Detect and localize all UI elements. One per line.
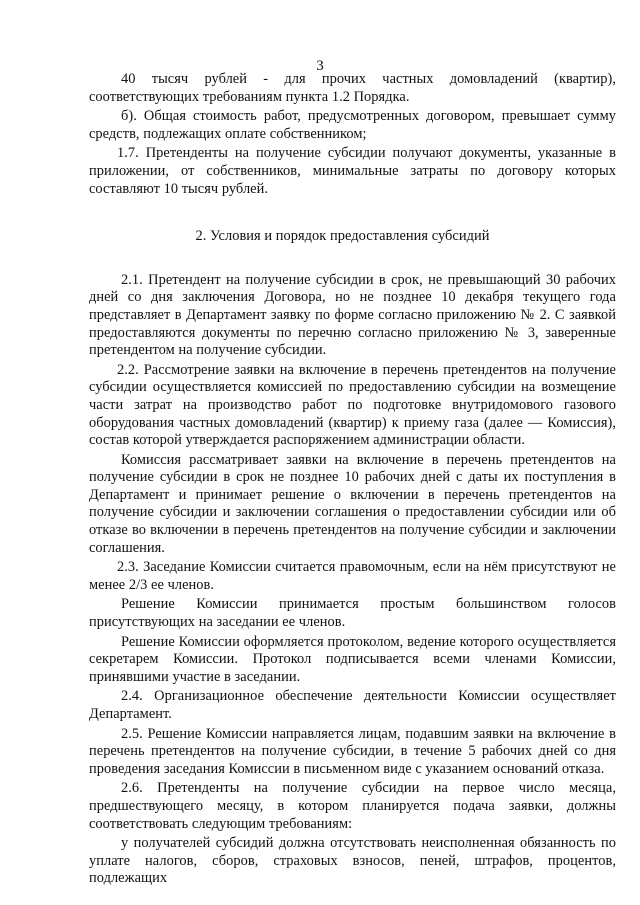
paragraph-decision: Решение Комиссии принимается простым большинством голосов присутствующих на заседании ее членов. bbox=[89, 596, 616, 631]
page-number: 3 bbox=[316, 58, 324, 74]
paragraph-2-5: 2.5. Решение Комиссии направляется лицам, подавшим заявки на включение в перечень претендентов на получение субсидии, в течение 5 рабочих дней со дня проведения заседания Комиссии в письменном виде с указанием оснований отказа. bbox=[89, 725, 616, 777]
paragraph-requirements: у получателей субсидий должна отсутствовать неисполненная обязанность по уплате налогов, сборов, страховых взносов, пеней, штрафов, процентов, подлежащих bbox=[89, 835, 616, 887]
paragraph-2-2: 2.2. Рассмотрение заявки на включение в перечень претендентов на получение субсидии осуществляется комиссией по предоставлению субсидии на возмещение части затрат на производство работ по подготовке внутридомового газового оборудования частных домовладений (квартир) к приему газа (далее — Комиссия), состав которой утверждается распоряжением администрации области. bbox=[89, 361, 616, 449]
paragraph-protocol: Решение Комиссии оформляется протоколом, ведение которого осуществляется секретарем Комиссии. Протокол подписывается всеми членами Комиссии, принявшими участие в заседании. bbox=[89, 633, 616, 685]
paragraph-2-3: 2.3. Заседание Комиссии считается правомочным, если на нём присутствуют не менее 2/3 ее членов. bbox=[89, 559, 616, 593]
paragraph-2: б). Общая стоимость работ, предусмотренных договором, превышает сумму средств, подлежащих оплате собственником; bbox=[89, 108, 616, 142]
paragraph-1-7: 1.7. Претенденты на получение субсидии получают документы, указанные в приложении, от собственников, минимальные затраты по договору которых составляют 10 тысяч рублей. bbox=[89, 145, 616, 197]
paragraph-2-4: 2.4. Организационное обеспечение деятельности Комиссии осуществляет Департамент. bbox=[89, 688, 616, 722]
paragraph-1: 40 тысяч рублей - для прочих частных домовладений (квартир), соответствующих требованиям пункта 1.2 Порядка. bbox=[89, 71, 616, 105]
section-heading: 2. Условия и порядок предоставления субсидий bbox=[195, 228, 490, 245]
paragraph-2-1: 2.1. Претендент на получение субсидии в срок, не превышающий 30 рабочих дней со дня заключения Договора, но не позднее 10 декабря текущего года представляет в Департамент заявку по форме согласно приложению № 2. С заявкой предоставляются документы по перечню согласно приложению № 3, заверенные претендентом на получение субсидии. bbox=[89, 271, 616, 359]
document-body bbox=[89, 71, 616, 890]
paragraph-2-6: 2.6. Претенденты на получение субсидии на первое число месяца, предшествующего месяцу, в котором планируется подача заявки, должны соответствовать следующим требованиям: bbox=[89, 780, 616, 832]
paragraph-commission: Комиссия рассматривает заявки на включение в перечень претендентов на получение субсидии в срок не позднее 10 рабочих дней с даты их поступления в Департамент и принимает решение о включении в перечень претендентов на получение субсидии и заключении соглашения о предоставлении субсидии или об отказе во включении в перечень претендентов на получение субсидии и заключении соглашения. bbox=[89, 451, 616, 556]
